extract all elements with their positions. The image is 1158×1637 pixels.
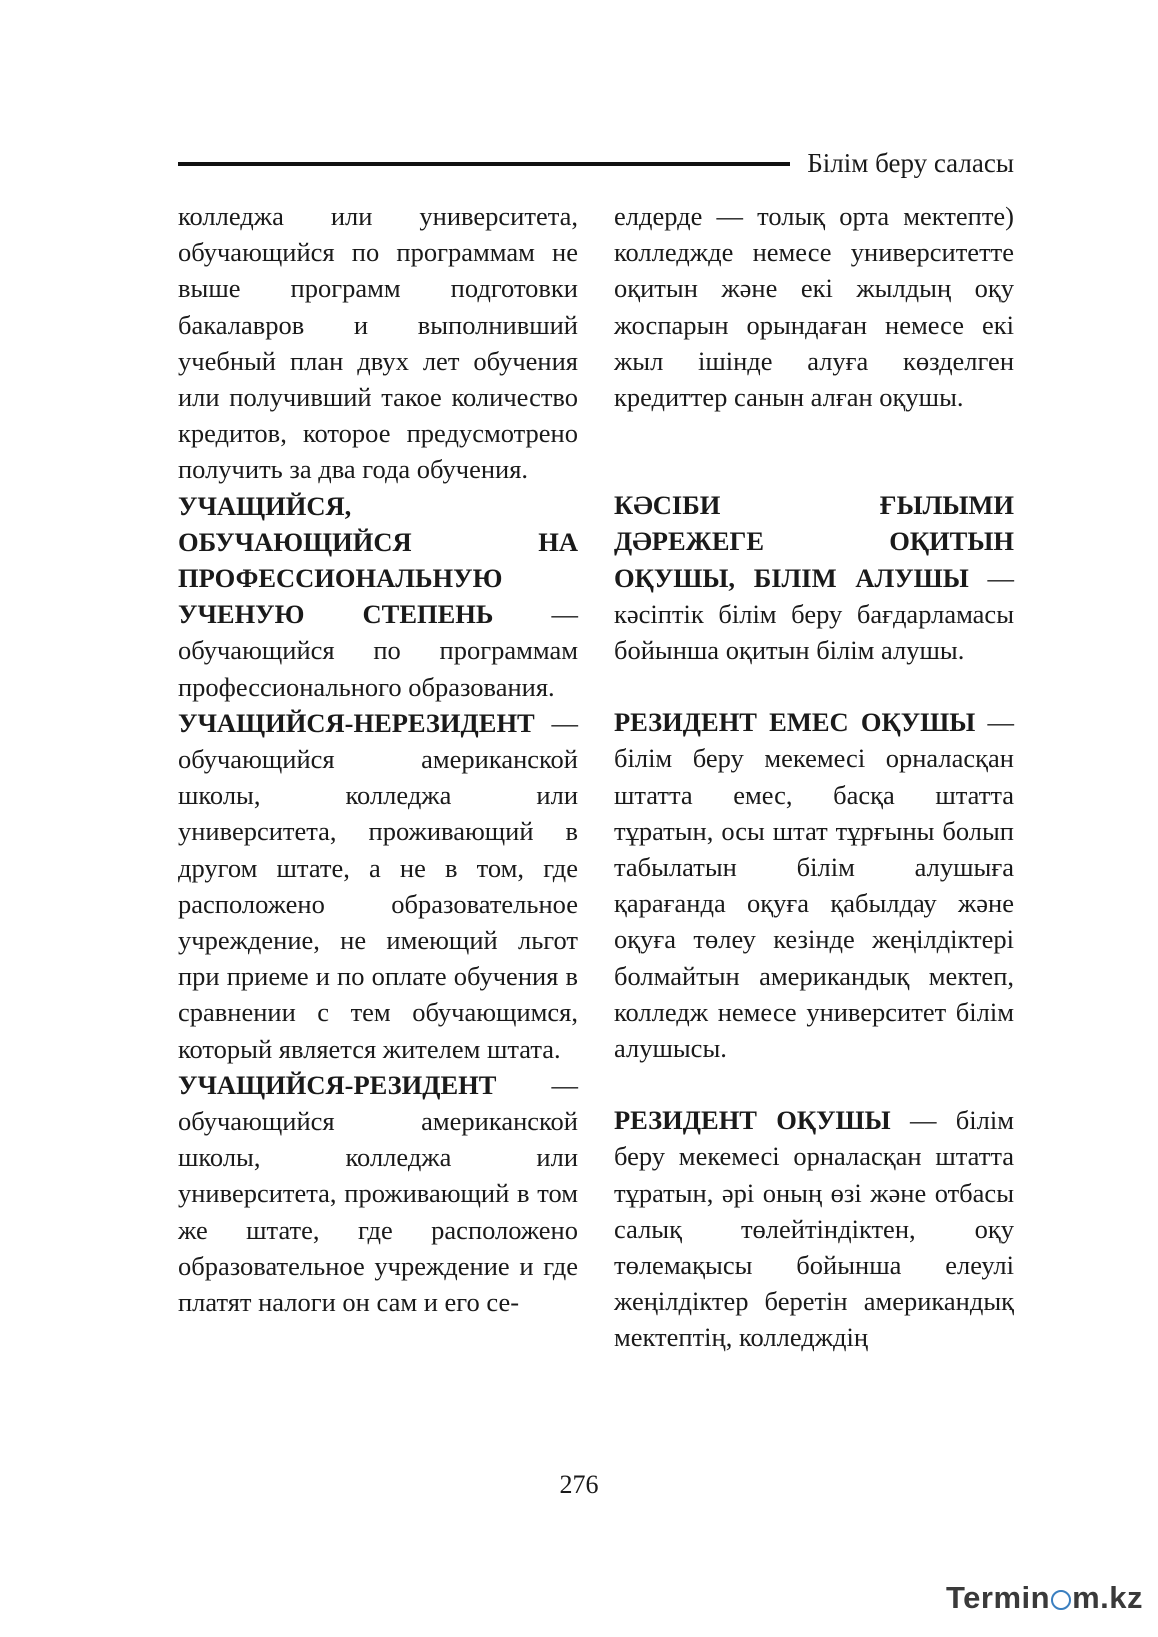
right-intro-paragraph: елдерде — толық орта мектепте) колледжде немесе университетте оқитын және екі жылдың оқу жоспарын орындаған немесе екі жыл ішінде алуға көзделген кредиттер санын алған оқушы.	[614, 201, 1014, 413]
header-rule	[178, 162, 790, 166]
page-number: 276	[559, 1470, 599, 1499]
left-entry-nonresident	[178, 705, 578, 1067]
paragraph-gap	[614, 1066, 1014, 1102]
paragraph-gap	[614, 668, 1014, 704]
watermark-text-start: Termin	[946, 1580, 1051, 1615]
term-heading: КӘСІБИ ҒЫЛЫМИ ДӘРЕЖЕГЕ ОҚИТЫН ОҚУШЫ, БІЛІМ АЛУШЫ	[614, 490, 1014, 593]
paragraph-gap	[614, 415, 1014, 487]
section-title: Білім беру саласы	[807, 148, 1014, 178]
left-entry-resident	[178, 1067, 578, 1320]
left-entry-professional-degree	[178, 488, 578, 705]
term-definition: — обучающийся по программам профессионального образования.	[178, 599, 578, 702]
left-intro-paragraph: колледжа или университета, обучающийся по программам не выше программ подготовки бакалавров и выполнивший учебный план двух лет обучения или получивший такое количество кредитов, которое предусмотрено получить за два года обучения.	[178, 201, 578, 485]
circle-logo-icon	[1051, 1590, 1071, 1610]
watermark-text-end: m.kz	[1072, 1580, 1143, 1615]
term-heading: УЧАЩИЙСЯ-НЕРЕЗИДЕНТ	[178, 707, 535, 738]
page-header	[178, 146, 1014, 182]
term-definition: — кәсіптік білім беру бағдарламасы бойынша оқитын білім алушы.	[614, 562, 1014, 666]
term-heading: РЕЗИДЕНТ ЕМЕС ОҚУШЫ	[614, 707, 976, 738]
term-definition: — білім беру мекемесі орналасқан штатта тұратын, әрі оның өзі және отбасы салық төлейтіндіктен, оқу төлемақысы бойынша елеулі жеңілдіктер беретін американдық мектептің, колледждің	[614, 1105, 1014, 1353]
term-heading: УЧАЩИЙСЯ, ОБУЧАЮЩИЙСЯ НА ПРОФЕССИОНАЛЬНУЮ УЧЕНУЮ СТЕПЕНЬ	[178, 490, 578, 630]
term-definition: — обучающийся американской школы, колледжа или университета, проживающий в том же штате, где расположено образовательное учреждение и где платят налоги он сам и его се-	[178, 1069, 578, 1318]
term-heading: РЕЗИДЕНТ ОҚУШЫ	[614, 1105, 891, 1136]
right-entry-nonresident	[614, 704, 1014, 1066]
right-entry-resident	[614, 1102, 1014, 1355]
right-entry-professional-degree	[614, 487, 1014, 668]
right-column	[614, 198, 1014, 1356]
term-definition: — білім беру мекемесі орналасқан штатта емес, басқа штатта тұратын, осы штат тұрғыны болып табылатын білім алушыға қарағанда оқуға қабылдау және оқуға төлеу кезінде жеңілдіктері болмайтын американдық мектеп, колледж немесе университет білім алушысы.	[614, 707, 1014, 1064]
site-watermark	[946, 1580, 1143, 1616]
term-definition: — обучающийся американской школы, колледжа или университета, проживающий в другом штате, а не в том, где расположено образовательное учреждение, не имеющий льгот при приеме и по оплате обучения в сравнении с тем обучающимся, который является жителем штата.	[178, 707, 578, 1064]
left-column	[178, 198, 578, 1320]
term-heading: УЧАЩИЙСЯ-РЕЗИДЕНТ	[178, 1069, 497, 1100]
